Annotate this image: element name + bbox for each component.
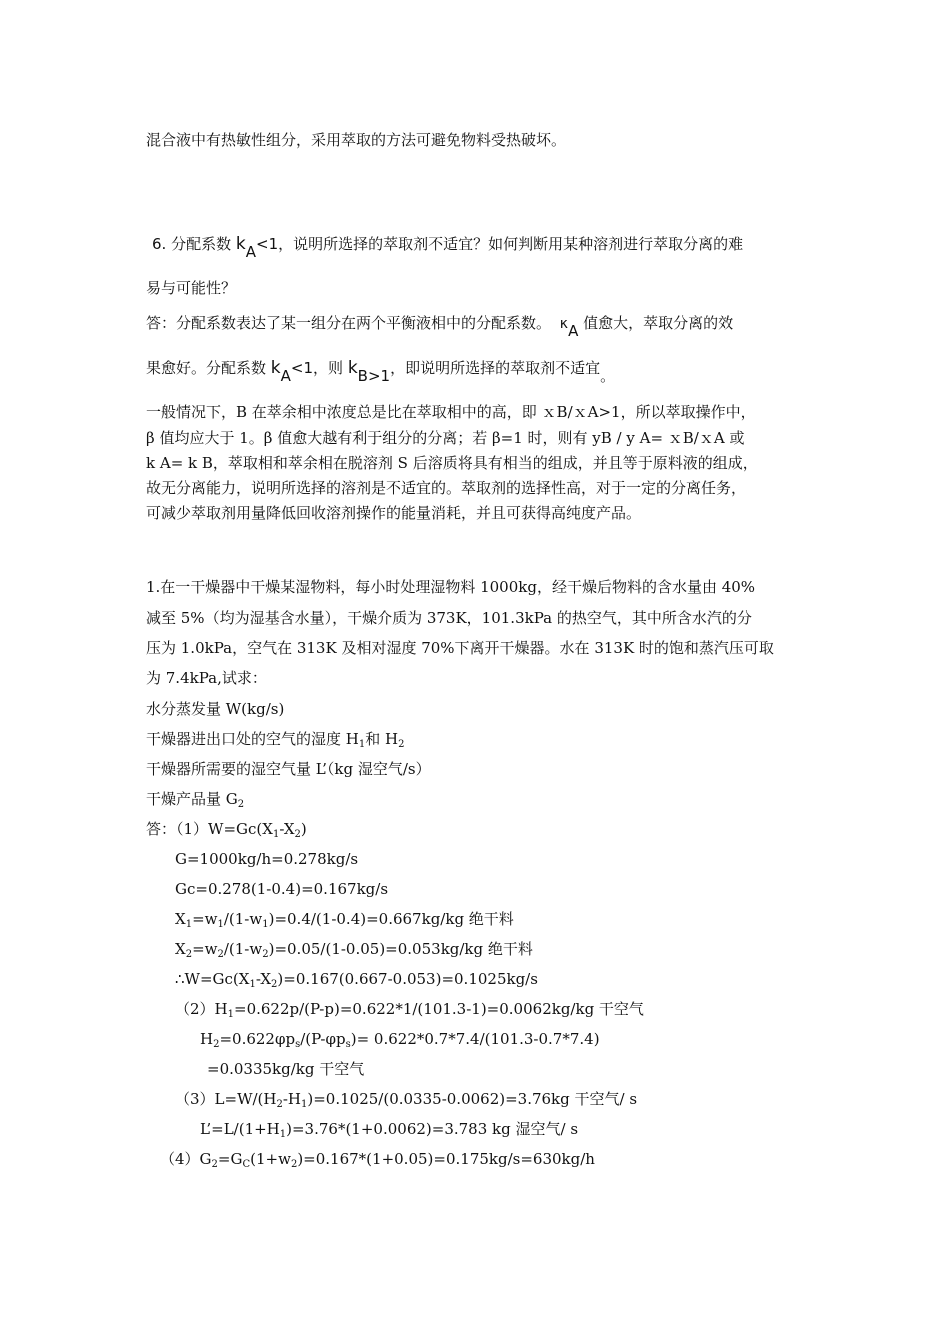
question-item: 水分蒸发量 W(kg/s) [146, 700, 285, 718]
answer-line: $L’=L/(1+H_1)=3.76*(1+0.0062)=3.783$ kg 湿空气/ s [200, 1120, 579, 1140]
q6-number: 6. [152, 235, 167, 253]
answer-line: 答：$(1)W=Gc(X_1-X_2)$ [146, 820, 307, 840]
question-item: 干燥产品量 $G_2$ [146, 790, 245, 810]
problem-line: 减至 5%（均为湿基含水量），干燥介质为 373K，101.3kPa 的热空气，其中所含水汽的分 [146, 609, 752, 627]
answer-line: $H_2=0.622\varphi p_s/(P-\varphi p_s)= 0.622*0.7*7.4/(101.3-0.7*7.4)$ [200, 1030, 600, 1050]
q6-paragraph-line: 一般情况下，B 在萃余相中浓度总是比在萃取相中的高，即 ｘB/ｘA>1，所以萃取操作中， [146, 403, 756, 421]
q6-paragraph-line: 可减少萃取剂用量降低回收溶剂操作的能量消耗，并且可获得高纯度产品。 [146, 504, 642, 522]
q6-paragraph-line: 故无分离能力，说明所选择的溶剂是不适宜的。萃取剂的选择性高，对于一定的分离任务， [146, 479, 747, 497]
q6-paragraph-line: β 值均应大于 1。β 值愈大越有利于组分的分离；若 β=1 时，则有 yB / y A= ｘB/ｘA 或 [146, 429, 745, 447]
answer-line: $X_1=w_1/(1-w_1)=0.4/(1-0.4)=0.667kg/kg$ 绝干料 [175, 910, 514, 930]
answer-line: $(2)H_1=0.622p/(P-p)=0.622*1/(101.3-1)=0.0062kg/kg$ 干空气 [175, 1000, 644, 1020]
answer-line: $(3)L=W/(H_2-H_1)=0.1025/(0.0335-0.0062)=3.76kg$ 干空气/ s [175, 1090, 638, 1110]
answer-line: =0.0335kg/kg 干空气 [207, 1060, 365, 1078]
q6-title: 6. 分配系数 $k_A<1$，说明所选择的萃取剂不适宜？如何判断用某种溶剂进行萃取分离的难 [152, 234, 744, 261]
answer-line: G=1000kg/h=0.278kg/s [175, 850, 359, 868]
problem-line: 为 7.4kPa,试求： [146, 669, 267, 687]
answer-line: $X_2=w_2/(1-w_2)=0.05/(1-0.05)=0.053kg/kg$ 绝干料 [175, 940, 533, 960]
question-item: 干燥器所需要的湿空气量 L’（kg 湿空气/s） [146, 760, 431, 778]
problem-line: 压为 1.0kPa，空气在 313K 及相对湿度 70%下离开干燥器。水在 313K 时的饱和蒸汽压可取 [146, 639, 774, 657]
answer-line: Gc=0.278(1-0.4)=0.167kg/s [175, 880, 389, 898]
answer-line: $\therefore W=Gc(X_1-X_2)=0.167(0.667-0.053)=0.1025kg/s$ [175, 970, 538, 990]
problem-line: 1.在一干燥器中干燥某湿物料，每小时处理湿物料 1000kg，经干燥后物料的含水量由 40% [146, 578, 756, 596]
answer-line: $(4)G_2=G_C(1+w_2)=0.167*(1+0.05)=0.175kg/s=630kg/h$ [160, 1150, 595, 1170]
q6-answer-line2: 果愈好。分配系数 $k_A<1$，则 $k_{B>1}$，即说明所选择的萃取剂不适宜$_。$ [146, 358, 616, 385]
intro-text: 混合液中有热敏性组分，采用萃取的方法可避免物料受热破坏。 [146, 131, 567, 149]
q6-title-line2: 易与可能性？ [146, 279, 237, 297]
q6-answer-line1: 答：分配系数表达了某一组分在两个平衡液相中的分配系数。 $\kappa_A$ 值愈大，萃取分离的效 [146, 314, 734, 340]
question-item: 干燥器进出口处的空气的湿度 $H_1$和 $H_2$ [146, 730, 405, 750]
q6-paragraph-line: k A= k B，萃取相和萃余相在脱溶剂 S 后溶质将具有相当的组成，并且等于原料液的组成， [146, 454, 758, 472]
